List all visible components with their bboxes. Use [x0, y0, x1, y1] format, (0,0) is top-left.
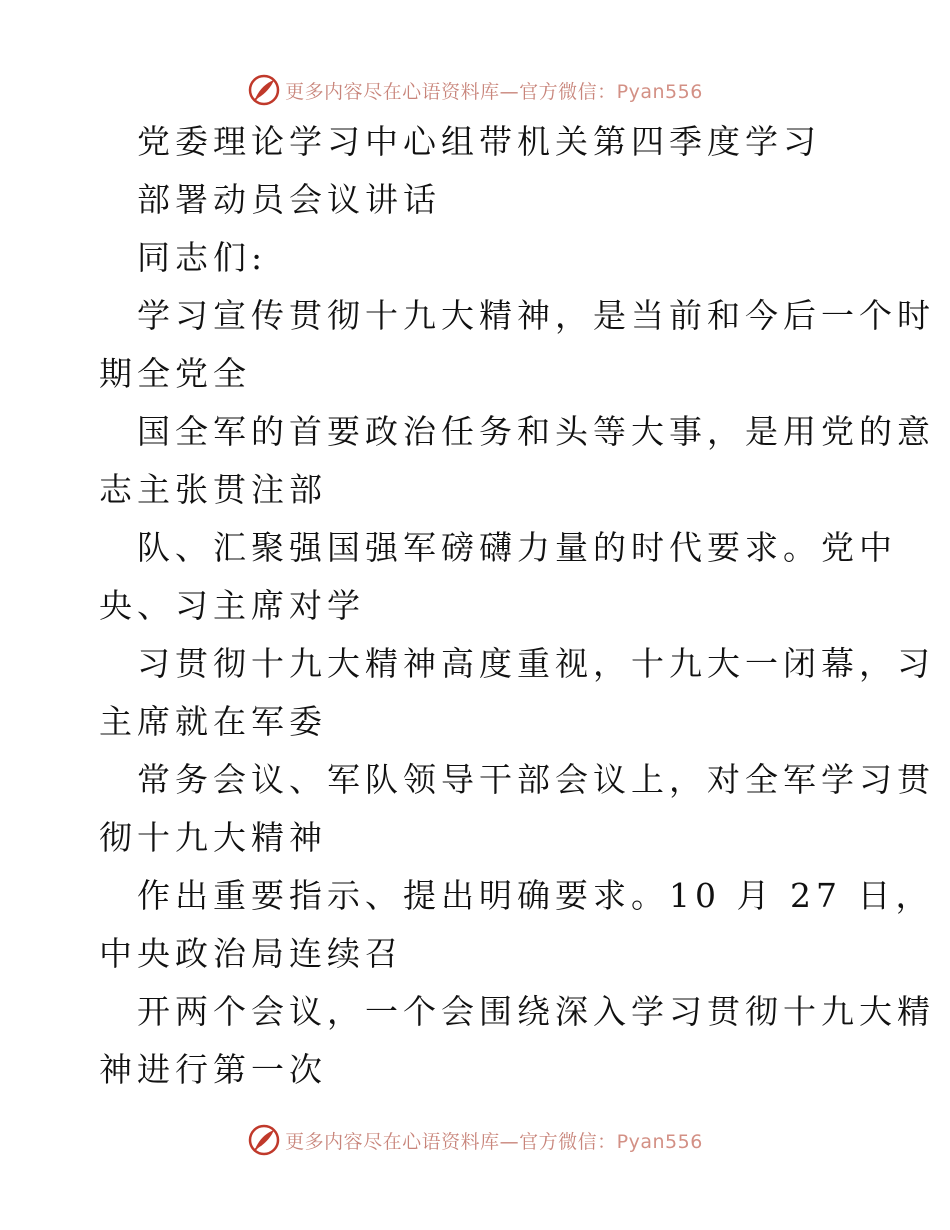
text-line: 国全军的首要政治任务和头等大事，是用党的意: [137, 412, 935, 451]
text-line: 学习宣传贯彻十九大精神，是当前和今后一个时: [137, 296, 935, 335]
text-line: 志主张贯注部: [99, 470, 327, 509]
text-line: 主席就在军委: [99, 702, 327, 741]
footer-watermark: [0, 1120, 950, 1160]
text-line: 作出重要指示、提出明确要求。10 月 27 日，: [137, 876, 934, 915]
text-line: 期全党全: [99, 354, 251, 393]
quill-circle-icon: [247, 1123, 281, 1157]
watermark-text: 更多内容尽在心语资料库—官方微信：Pyan556: [285, 1130, 703, 1153]
text-line: 队、汇聚强国强军磅礴力量的时代要求。党中: [137, 528, 897, 567]
text-line: 中央政治局连续召: [99, 934, 403, 973]
quill-circle-icon: [247, 73, 281, 107]
text-line: 习贯彻十九大精神高度重视，十九大一闭幕，习: [137, 644, 935, 683]
text-line: 同志们:: [137, 238, 268, 277]
text-line: 开两个会议，一个会围绕深入学习贯彻十九大精: [137, 992, 935, 1031]
text-line: 部署动员会议讲话: [137, 180, 441, 219]
text-line: 彻十九大精神: [99, 818, 327, 857]
header-watermark: [0, 70, 950, 110]
text-line: 常务会议、军队领导干部会议上，对全军学习贯: [137, 760, 935, 799]
watermark-text: 更多内容尽在心语资料库—官方微信：Pyan556: [285, 80, 703, 103]
text-line: 党委理论学习中心组带机关第四季度学习: [137, 122, 821, 161]
text-line: 神进行第一次: [99, 1050, 327, 1089]
text-line: 央、习主席对学: [99, 586, 365, 625]
